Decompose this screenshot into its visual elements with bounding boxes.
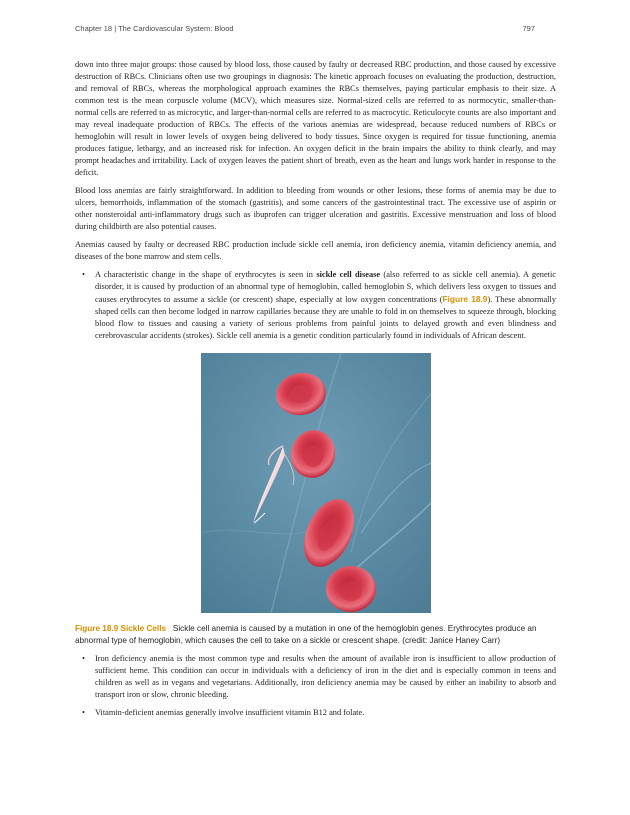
bullet-list [75, 653, 556, 719]
list-item-vitamin-deficiency: • Vitamin-deficient anemias generally involve insufficient vitamin B12 and folate. [75, 707, 556, 719]
list-item-sickle-cell: • A characteristic change in the shape of erythrocytes is seen in sickle cell disease (also referred to as sickle cell anemia). A genetic disorder, it is caused by production of an abnormal type of hemoglobin, called hemoglobin S, which delivers less oxygen to tissues and causes erythrocytes to assume a sickle (or crescent) shape, especially at low oxygen concentrations (Figure 18.9). These abnormally shaped cells can then become lodged in narrow capillaries because they are unable to fold in on themselves to squeeze through, blocking blood flow to tissues and causing a variety of serious problems from painful joints to delayed growth and even blindness and cerebrovascular accidents (strokes). Sickle cell anemia is a genetic condition particularly found in individuals of African descent. [75, 269, 556, 342]
micrograph-image [201, 353, 431, 613]
figure-caption [75, 623, 556, 647]
figure-label: Figure 18.9 Sickle Cells [75, 624, 167, 633]
chapter-title: Chapter 18 | The Cardiovascular System: Blood [75, 24, 234, 33]
red-blood-cell [326, 566, 376, 612]
figure-link[interactable]: Figure 18.9 [442, 294, 488, 304]
key-term: sickle cell disease [316, 270, 381, 279]
running-header [75, 24, 555, 38]
paragraph: Blood loss anemias are fairly straightforward. In addition to bleeding from wounds or other lesions, these forms of anemia may be due to ulcers, hemorrhoids, inflammation of the stomach (gastritis), and some cancers of the gastrointestinal tract. The excessive use of aspirin or other nonsteroidal anti-inflammatory drugs such as ibuprofen can trigger ulceration and gastritis. Excessive menstruation and loss of blood during childbirth are also potential causes. [75, 186, 556, 231]
figure-sickle-cells [201, 353, 431, 613]
paragraph: down into three major groups: those caused by blood loss, those caused by faulty or decreased RBC production, and those caused by excessive destruction of RBCs. Clinicians often use two groupings in diagnosis: The kinetic approach focuses on evaluating the production, destruction, and removal of RBCs, whereas the morphological approach examines the RBCs themselves, paying particular emphasis to their size. A common test is the mean corpuscle volume (MCV), which measures size. Normal-sized cells are referred to as normocytic, smaller-than-normal cells are referred to as microcytic, and larger-than-normal cells are referred to as macrocytic. Reticulocyte counts are also important and may reveal inadequate production of RBCs. The effects of the various anemias are widespread, because reduced numbers of RBCs or hemoglobin will result in lower levels of oxygen being delivered to body tissues. Since oxygen is required for tissue functioning, anemia produces fatigue, lethargy, and an increased risk for infection. An oxygen deficit in the brain impairs the ability to think clearly, and may prompt headaches and irritability. Lack of oxygen leaves the patient short of breath, even as the heart and lungs work harder in response to the deficit. [75, 60, 556, 177]
page-body [75, 59, 556, 725]
bullet-list [75, 269, 556, 342]
page-number: 797 [522, 24, 535, 33]
list-item-iron-deficiency: • Iron deficiency anemia is the most common type and results when the amount of available iron is insufficient to allow production of sufficient heme. This condition can occur in individuals with a deficiency of iron in the diet and is especially common in teens and children as well as in vegans and vegetarians. Additionally, iron deficiency anemia may be caused by either an inability to absorb and transport iron or slow, chronic bleeding. [75, 653, 556, 701]
figure-caption-text: Sickle cell anemia is caused by a mutation in one of the hemoglobin genes. Erythrocytes produce an abnormal type of hemoglobin, which causes the cell to take on a sickle or crescent shape. (credit: Janice Haney Carr) [75, 624, 537, 645]
paragraph: Anemias caused by faulty or decreased RBC production include sickle cell anemia, iron deficiency anemia, vitamin deficiency anemia, and diseases of the bone marrow and stem cells. [75, 240, 556, 261]
